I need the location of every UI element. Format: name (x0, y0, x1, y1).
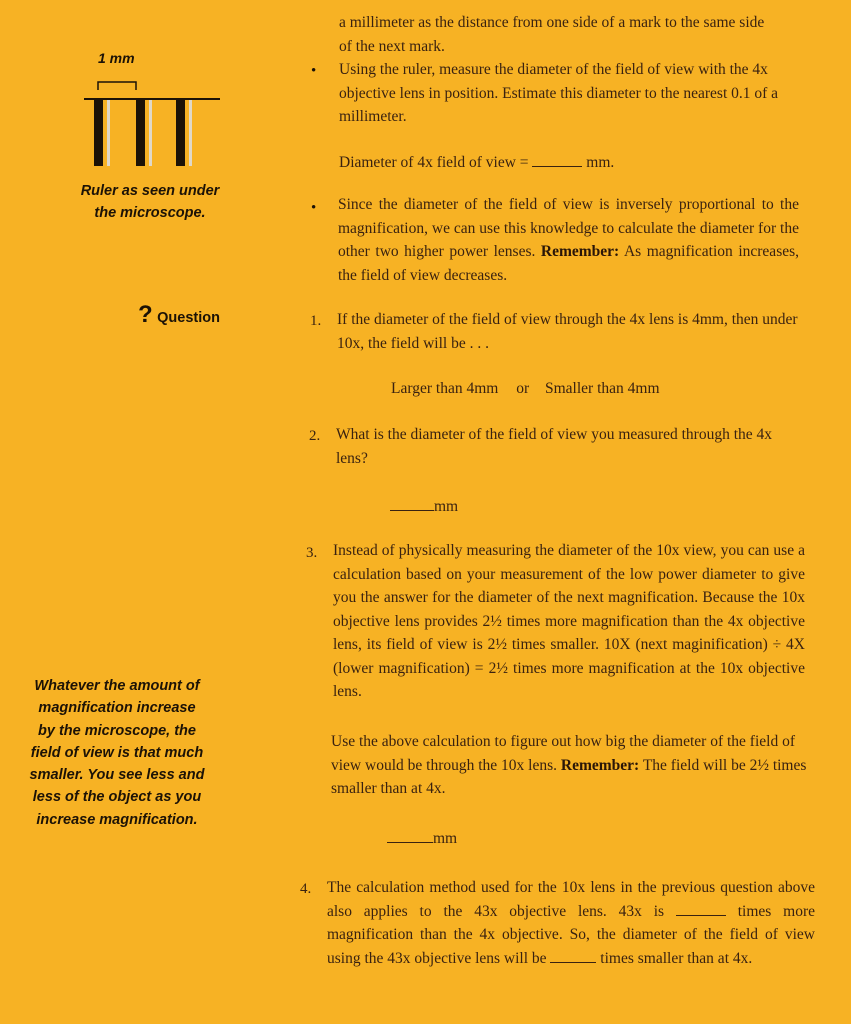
question-number: 2. (309, 428, 321, 444)
ruler-mark (136, 100, 145, 166)
question-number: 3. (306, 545, 318, 561)
question-label: Question (157, 310, 220, 326)
question-3-answer: mm (387, 827, 457, 851)
question-marker (138, 301, 220, 329)
ruler-illustration (80, 78, 222, 170)
ruler-mark (189, 100, 192, 166)
question-3-text: Instead of physically measuring the diameter of the 10x view, you can use a calculation based on your measurement of the low power diameter to give you the answer for the diameter of the next magnification. Because the 10x objective lens provides 2½ times more magnification than the 4x objective lens, its field of view is 2½ times smaller. 10X (next maginification) ÷ 4X (lower magnification) = 2½ times more magnification at the 10x objective lens. (333, 542, 805, 700)
intro-continuation: a millimeter as the distance from one side of a mark to the same side of the next mark. (339, 14, 765, 55)
option-larger[interactable]: Larger than 4mm (391, 380, 499, 397)
question-1-text: If the diameter of the field of view through the 4x lens is 4mm, then under 10x, the field will be . . . (337, 311, 798, 352)
question-2-text: What is the diameter of the field of view you measured through the 4x lens? (336, 426, 773, 467)
answer-3-blank[interactable] (387, 842, 433, 843)
ruler-mark (94, 100, 103, 166)
ruler-mark (176, 100, 185, 166)
answer-4a-blank[interactable] (676, 915, 726, 916)
question-1-options: Larger than 4mm or Smaller than 4mm (391, 380, 660, 397)
question-2-answer: mm (390, 495, 458, 519)
bullet-measure-text: Using the ruler, measure the diameter of the field of view with the 4x objective lens in position. Estimate this diameter to the nearest 0.1 of a millimeter. (339, 61, 779, 125)
question-number: 4. (300, 881, 312, 897)
question-3-para2: Use the above calculation to figure out how big the diameter of the field of view would be through the 10x lens. Remember: The field will be 2½ times smaller than at 4x. (331, 733, 807, 797)
question-number: 1. (310, 313, 322, 329)
ruler-mark (149, 100, 152, 166)
option-smaller[interactable]: Smaller than 4mm (545, 380, 660, 397)
bullet-inverse-text: Since the diameter of the field of view is inversely proportional to the magnification, we can use this knowledge to calculate the diameter for the other two higher power lenses. Remember: As magnification increases, the field of view decreases. (338, 196, 800, 284)
ruler-caption: Ruler as seen under the microscope. (80, 183, 220, 221)
diameter-4x-blank[interactable] (532, 166, 582, 167)
answer-2-blank[interactable] (390, 510, 434, 511)
bullet-icon: • (311, 63, 317, 79)
question-4-text: The calculation method used for the 10x lens in the previous question above also applies to the 43x objective lens. 43x is times more magnification than the 4x objective. So, the diameter of the field of view using the 43x objective lens will be times smaller than at 4x. (327, 879, 816, 967)
ruler-bracket (98, 82, 136, 90)
bullet-icon: • (311, 200, 317, 216)
ruler-label: 1 mm (98, 50, 135, 66)
ruler-mark (107, 100, 110, 166)
answer-4b-blank[interactable] (550, 962, 596, 963)
sidebar-note: Whatever the amount of magnification increase by the microscope, the field of view is that much smaller. You see less and less of the object as you increase magnification. (29, 678, 205, 828)
question-mark-icon: ? (138, 301, 153, 328)
diameter-4x-line: Diameter of 4x field of view = mm. (339, 154, 615, 171)
